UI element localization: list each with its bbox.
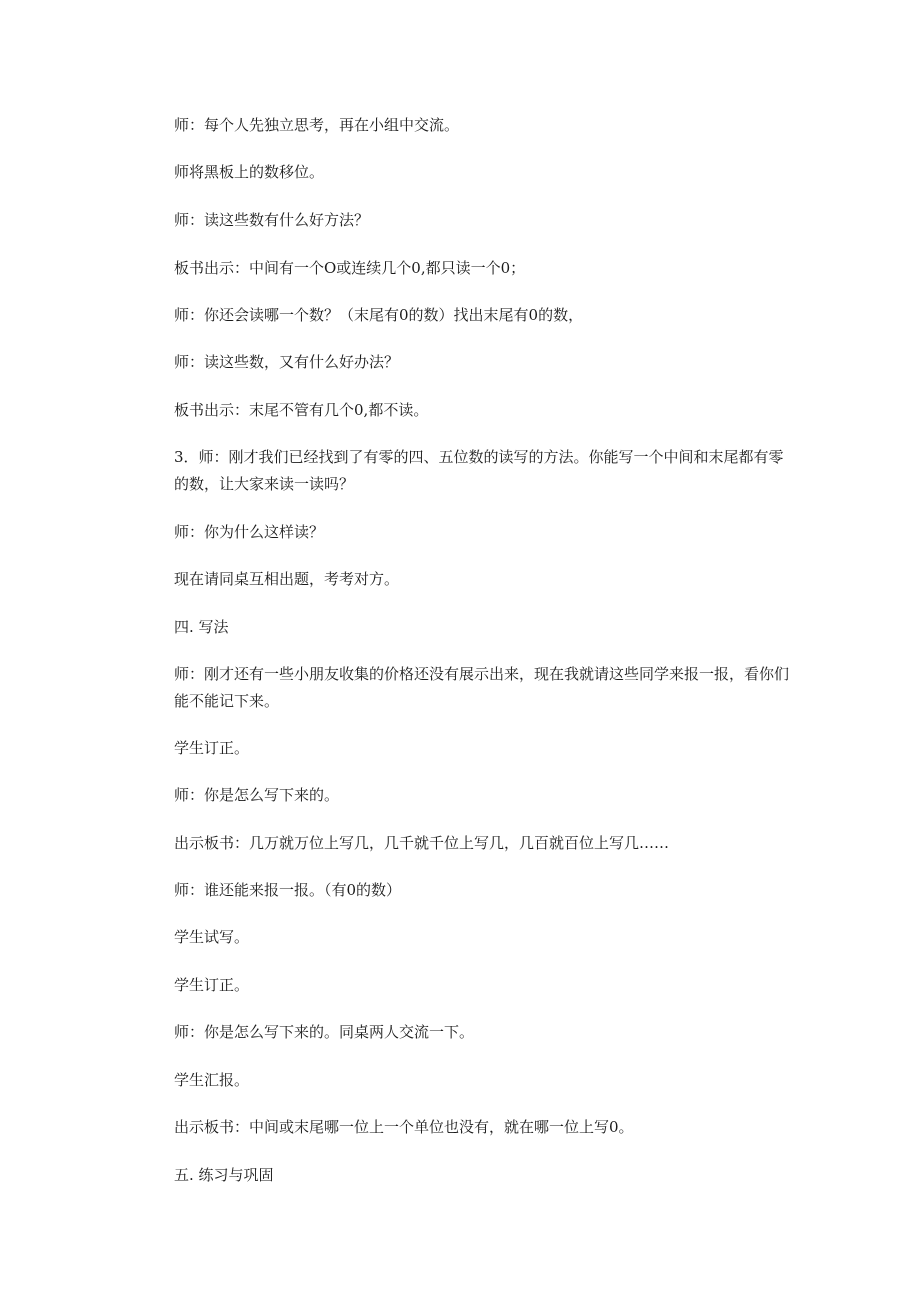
paragraph-12: 师：刚才还有一些小朋友收集的价格还没有展示出来，现在我就请这些同学来报一报，看你们能不能记下来。 (174, 665, 790, 710)
paragraph-17: 学生试写。 (174, 928, 250, 946)
section-heading-writing: 四. 写法 (174, 618, 229, 636)
paragraph-18: 学生订正。 (174, 976, 250, 994)
paragraph-10: 现在请同桌互相出题，考考对方。 (174, 570, 400, 588)
paragraph-20: 学生汇报。 (174, 1071, 250, 1089)
paragraph-21: 出示板书：中间或末尾哪一位上一个单位也没有，就在哪一位上写0。 (174, 1118, 634, 1136)
paragraph-15: 出示板书：几万就万位上写几，几千就千位上写几，几百就百位上写几…… (174, 834, 670, 852)
paragraph-5: 师：你还会读哪一个数？（末尾有0的数）找出末尾有0的数， (174, 306, 584, 324)
section-heading-practice: 五. 练习与巩固 (174, 1166, 274, 1184)
paragraph-9: 师：你为什么这样读？ (174, 523, 325, 541)
paragraph-4: 板书出示：中间有一个O或连续几个0,都只读一个0； (174, 259, 526, 277)
paragraph-3: 师：读这些数有什么好方法？ (174, 211, 370, 229)
paragraph-8: 3．师：刚才我们已经找到了有零的四、五位数的读写的方法。你能写一个中间和末尾都有零的数，让大家来读一读吗？ (174, 448, 784, 493)
paragraph-14: 师：你是怎么写下来的。 (174, 786, 340, 804)
paragraph-16: 师：谁还能来报一报。（有0的数） (174, 881, 402, 899)
paragraph-2: 师将黑板上的数移位。 (174, 163, 325, 181)
paragraph-6: 师：读这些数，又有什么好办法？ (174, 353, 400, 371)
paragraph-1: 师：每个人先独立思考，再在小组中交流。 (174, 116, 460, 134)
paragraph-19: 师：你是怎么写下来的。同桌两人交流一下。 (174, 1023, 475, 1041)
paragraph-7: 板书出示：末尾不管有几个0,都不读。 (174, 401, 429, 419)
paragraph-13: 学生订正。 (174, 739, 250, 757)
